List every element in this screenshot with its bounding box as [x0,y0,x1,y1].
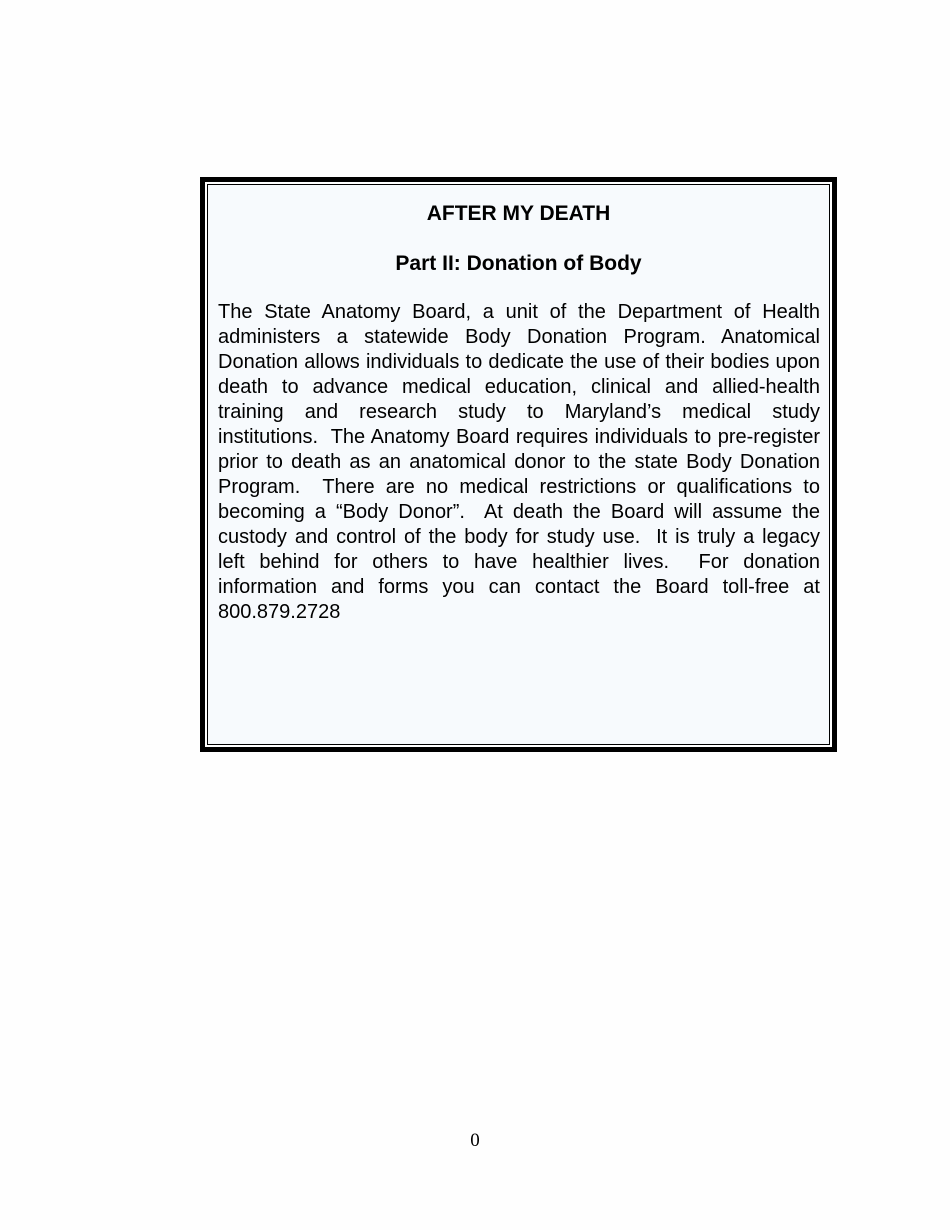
section-title: AFTER MY DEATH [426,202,611,225]
body-line: administers a statewide Body Donation Program. Anatomical [218,326,820,348]
body-line: becoming a “Body Donor”. At death the Board will assume the [218,501,820,523]
body-line: training and research study to Maryland’s medical study [218,401,820,423]
body-line: Program. There are no medical restrictions or qualifications to [218,476,820,498]
phone-number: 800.879.2728 [218,601,341,623]
body-line: prior to death as an anatomical donor to the state Body Donation [218,451,820,473]
body-line: The State Anatomy Board, a unit of the Department of Health [218,301,820,323]
body-text [218,300,820,625]
body-line: Donation allows individuals to dedicate the use of their bodies upon [218,351,820,373]
inner-border [207,184,830,745]
page-number: 0 [470,1130,480,1151]
body-line: death to advance medical education, clinical and allied-health [218,376,820,398]
body-line: institutions. The Anatomy Board requires individuals to pre-register [218,426,820,448]
body-line: left behind for others to have healthier lives. For donation [218,551,820,573]
body-line: custody and control of the body for study use. It is truly a legacy [218,526,820,548]
body-line: information and forms you can contact the Board toll-free at [218,576,820,598]
section-subtitle: Part II: Donation of Body [395,252,642,275]
donation-info-box [200,177,837,752]
